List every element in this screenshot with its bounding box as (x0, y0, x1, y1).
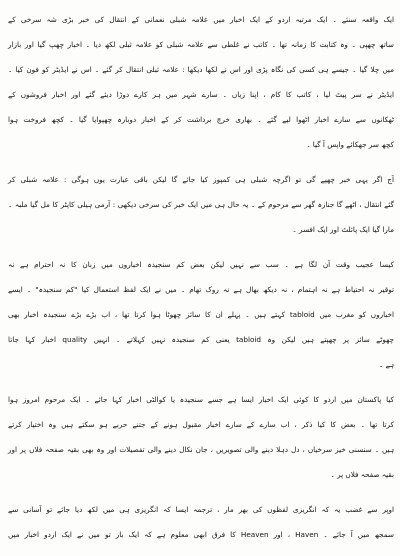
line-text: اوپر سے غضب یہ کہ انگریزی لفظوں کی بھر مار ، ترجمہ ایسا کہ انگریزی ہی میں لکھ دیا جائے تو آسانی سے (8, 505, 394, 514)
line-text: آج اگر یہی خبر چھپے گی تو اگرچہ شبلی ہی کمپوز کیا جائے گا لیکن باقی عبارت یوں ہوگی : علامہ شبلی کر (8, 175, 394, 184)
line-text: کیا پاکستان میں اردو کا کوئی ایک اخبار ایسا ہے جسے سنجیدہ یا کوالٹی اخبار کہا جائے ۔ ایک مرحوم امروز ہوا (8, 395, 394, 404)
line-text: ہیں ۔ سنسنی خیز سرخیاں ، دل دہلا دینے والی تصویریں ، جان نکال دینے والی تفصیلات اور وہ بھی بقیہ صفحہ فلاں پر اور (8, 445, 394, 454)
line-text: چھوٹے سائز پر چھپتے ہیں لیکن وہ tabloid یعنی کم سنجیدہ نہیں کہلاتے ۔ انہیں quality اخبار کہا جاتا (8, 335, 394, 344)
line-text: میں چلا گیا ۔ جیسے ہی کسی کی نگاہ پڑی اور اس نے لکھا دیکھا : علامہ ثبلی انتقال کر گئے ۔ اس نے ایڈیٹر کو فون کیا ۔ (8, 65, 394, 74)
text-line (6, 214, 394, 239)
line-text: ہے ۔ (378, 360, 394, 369)
text-line (6, 384, 394, 409)
text-line (6, 54, 394, 79)
paragraph (6, 384, 394, 484)
line-text: سمجھ میں آ جائے ۔ Haven ، اور Heaven کا فرق ابھی معلوم ہے کہ ایک بار تو میں نے ایک اردو اخبار میں (8, 530, 394, 539)
paragraph (6, 494, 394, 544)
text-line (6, 79, 394, 104)
line-text: کیسا عجیب وقت آن لگا ہے ۔ سب سے نہیں لیکن بعض کم سنجیدہ اخباروں میں زبان کا نہ احترام ہے نہ (8, 260, 394, 269)
text-line (6, 434, 394, 459)
paragraph (6, 249, 394, 374)
text-line (6, 129, 394, 154)
line-text: مارا گیا ایک پائلٹ اور ایک افسر ۔ (292, 225, 394, 234)
line-text: بقیہ صفحہ فلاں پر ۔ (330, 470, 394, 479)
line-text: کچھ سر جھکائے واپس آ گیا ۔ (306, 140, 394, 149)
text-line (6, 519, 394, 544)
line-text: اخباروں کو مغرب میں tabloid کہتے ہیں ۔ پہلے ان کا سائز چھوٹا ہوا کرتا تھا ، اب بڑے بڑے سنجیدہ اخبار بھی (8, 310, 394, 319)
text-line (6, 29, 394, 54)
line-text: ٹھکانوں سے سارے اخبار اٹھوا لیے گئے ۔ بھاری خرچ برداشت کر کے اخبار دوبارہ چھپوایا گیا ۔ کچھ فروخت ہوا (8, 115, 394, 124)
text-line (6, 324, 394, 349)
line-text: کرتا تھا ۔ بعض کا کیا ذکر ، اب سارے کے سارے اخبار مقبول ہونے کے جتنے حربے ہو سکتے ہیں وہ اختیار کرتے (8, 420, 394, 429)
paragraph (6, 4, 394, 154)
line-text: توقیر نہ احتیاط ہے نہ اہتمام ، نہ دیکھ بھال ہے نہ روک تھام ۔ میں نے ایک لفظ استعمال کیا "کم سنجیدہ" ۔ ایسے (8, 285, 394, 294)
line-text: گئے انتقال ، اٹھے گا جنازہ گھر سے مرحوم کے ۔ یہ حال ہی میں ایک خبر کی سرخی دیکھی : آرمی ہیلی کاپٹر کا مل گیا ملبہ ۔ (8, 200, 394, 209)
text-line (6, 189, 394, 214)
text-line (6, 164, 394, 189)
text-line (6, 249, 394, 274)
paragraph (6, 164, 394, 239)
line-text: ساتھ چھپی ۔ وہ کتابت کا زمانہ تھا ۔ کاتب نے غلطی سے علامہ شبلی کو علامہ ثبلی لکھ دیا ۔ اخبار چھپ گیا اور بازار (8, 40, 394, 49)
text-line (6, 409, 394, 434)
text-line (6, 4, 394, 29)
line-text: ایڈیٹر نے سر پیٹ لیا ، کاتب کا کام ، اپنا زیاں ۔ سارے شہر میں ہر کارے دوڑا دیئے گئے اور اخبار فروشوں کے (8, 90, 394, 99)
text-line (6, 494, 394, 519)
text-line (6, 459, 394, 484)
line-text: ایک واقعہ سنئے ۔ ایک مرتبہ اردو کے ایک اخبار میں علامہ شبلی نعمانی کے انتقال کی خبر بڑی شہ سرخی کے (8, 15, 394, 24)
text-line (6, 299, 394, 324)
text-line (6, 349, 394, 374)
text-line (6, 274, 394, 299)
text-line (6, 104, 394, 129)
